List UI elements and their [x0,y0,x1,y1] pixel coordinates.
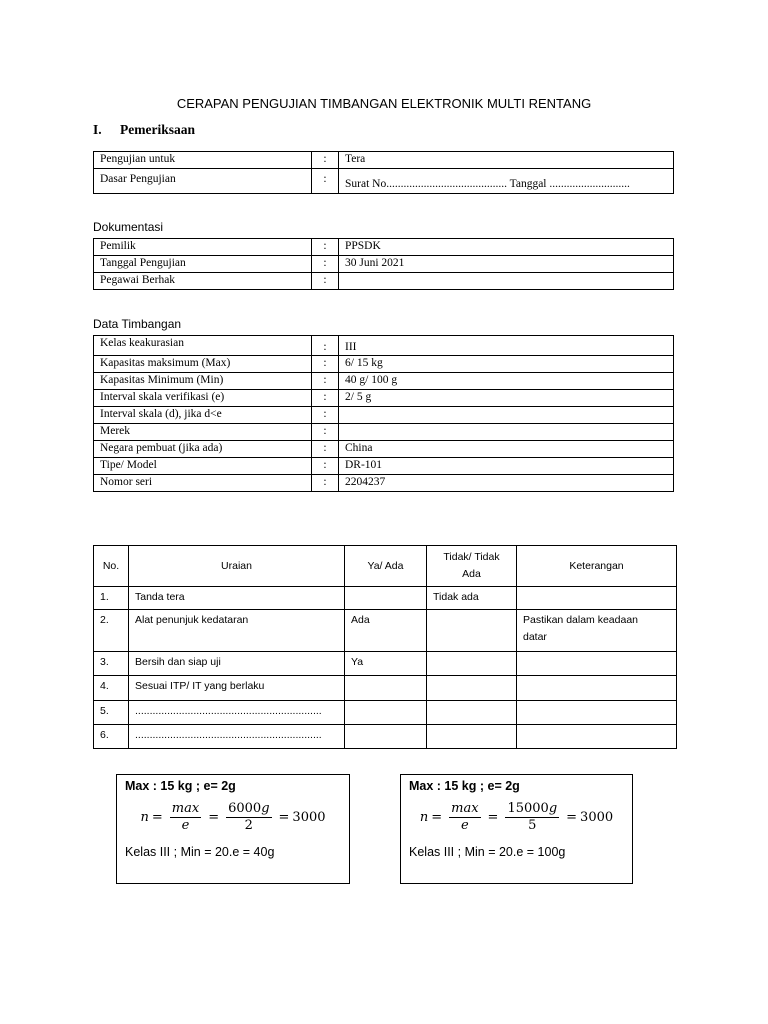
table-row [94,356,674,373]
formula-equals: = [487,810,499,825]
field-colon: : [312,390,339,407]
table-row [94,407,674,424]
cell-no: 3. [94,652,129,676]
fraction-values [505,801,559,834]
formula-result: 3000 [292,810,326,825]
frac-numerator: max [451,801,479,816]
formula-equals: = [151,810,163,825]
fraction-values [226,801,271,834]
cell-tidak: Tidak ada [427,587,517,610]
header-tidak-line2: Ada [462,568,481,580]
cell-no: 6. [94,725,129,749]
calc-box-2 [400,774,633,884]
cell-keterangan [517,676,677,701]
formula-n: n [140,810,149,825]
field-label: Interval skala verifikasi (e) [94,390,312,407]
field-label: Nomor seri [94,475,312,492]
data-timbangan-caption: Data Timbangan [93,317,182,331]
cell-no: 1. [94,587,129,610]
field-colon: : [312,336,339,356]
numerator-unit: g [548,801,558,816]
numerator-value: 15000 [507,801,549,816]
field-label: Interval skala (d), jika d<e [94,407,312,424]
numerator-value: 6000 [228,801,262,816]
fraction-max-e [449,801,480,834]
cell-ya: Ada [345,610,427,652]
frac-numerator [226,801,271,818]
table-row [94,701,677,725]
cell-uraian: ................................................................ [129,701,345,725]
field-colon: : [312,373,339,390]
cell-uraian: Tanda tera [129,587,345,610]
field-label: Tanggal Pengujian [94,256,312,273]
cell-ya: Ya [345,652,427,676]
table-row [94,458,674,475]
header-keterangan: Keterangan [517,546,677,587]
table-row [94,424,674,441]
header-tidak-ada [427,546,517,587]
cell-ya [345,725,427,749]
cell-ya [345,587,427,610]
cell-uraian: ................................................................ [129,725,345,749]
field-colon: : [312,239,339,256]
field-colon: : [312,475,339,492]
cell-tidak [427,610,517,652]
keterangan-line1: Pastikan dalam keadaan [523,614,638,626]
numerator-unit: g [261,801,270,816]
cell-no: 4. [94,676,129,701]
field-value [339,407,674,424]
keterangan-line2: datar [523,631,547,643]
field-colon: : [312,407,339,424]
formula-result: 3000 [580,810,614,825]
cell-keterangan [517,652,677,676]
cell-keterangan [517,701,677,725]
cell-keterangan [517,725,677,749]
frac-denominator: e [460,818,469,833]
field-value: Tera [339,152,674,169]
cell-ya [345,701,427,725]
table-row [94,336,674,356]
cell-ya [345,676,427,701]
section-heading [93,122,195,138]
field-colon: : [312,424,339,441]
calc-foot: Kelas III ; Min = 20.e = 40g [125,845,275,859]
field-label: Pemilik [94,239,312,256]
field-label: Pegawai Berhak [94,273,312,290]
formula-equals: = [566,810,578,825]
field-colon: : [312,273,339,290]
cell-keterangan [517,587,677,610]
table-row [94,256,674,273]
field-value: DR-101 [339,458,674,475]
cell-no: 2. [94,610,129,652]
field-value: 2204237 [339,475,674,492]
calc-box-1 [116,774,350,884]
dokumentasi-caption: Dokumentasi [93,220,164,234]
header-no: No. [94,546,129,587]
calc-head: Max : 15 kg ; e= 2g [409,779,520,793]
field-value: III [339,336,674,356]
field-label: Kelas keakurasian [94,336,312,356]
general-info-table [93,151,674,194]
cell-tidak [427,701,517,725]
table-row [94,390,674,407]
field-value: 40 g/ 100 g [339,373,674,390]
field-value [339,424,674,441]
cell-tidak [427,676,517,701]
calc-formula [401,801,632,834]
section-label: Pemeriksaan [120,122,195,137]
table-row [94,273,674,290]
cell-keterangan [517,610,677,652]
checklist-table [93,545,677,749]
field-colon: : [312,441,339,458]
calc-foot: Kelas III ; Min = 20.e = 100g [409,845,566,859]
field-value [339,273,674,290]
field-colon: : [312,152,339,169]
table-row [94,239,674,256]
field-label: Kapasitas maksimum (Max) [94,356,312,373]
table-row [94,610,677,652]
table-row [94,152,674,169]
formula-equals: = [278,810,290,825]
dokumentasi-table [93,238,674,290]
frac-numerator [505,801,559,818]
field-value: 6/ 15 kg [339,356,674,373]
calc-formula [117,801,349,834]
calc-head: Max : 15 kg ; e= 2g [125,779,236,793]
frac-numerator: max [171,801,200,816]
field-label: Dasar Pengujian [94,169,312,194]
field-colon: : [312,356,339,373]
frac-denominator: 5 [528,818,537,833]
header-uraian: Uraian [129,546,345,587]
cell-tidak [427,652,517,676]
table-row [94,373,674,390]
document-title: CERAPAN PENGUJIAN TIMBANGAN ELEKTRONIK MULTI RENTANG [176,96,592,111]
section-number: I. [93,122,102,137]
cell-uraian: Sesuai ITP/ IT yang berlaku [129,676,345,701]
formula-equals: = [208,810,220,825]
formula-equals: = [431,810,443,825]
field-label: Negara pembuat (jika ada) [94,441,312,458]
cell-no: 5. [94,701,129,725]
field-colon: : [312,169,339,194]
field-label: Kapasitas Minimum (Min) [94,373,312,390]
frac-denominator: e [181,818,190,833]
table-row [94,169,674,194]
header-tidak-line1: Tidak/ Tidak [443,551,500,563]
fraction-max-e [170,801,201,834]
table-row [94,441,674,458]
data-timbangan-table [93,335,674,492]
field-colon: : [312,256,339,273]
field-label: Tipe/ Model [94,458,312,475]
frac-denominator: 2 [244,818,253,833]
field-label: Pengujian untuk [94,152,312,169]
field-value: PPSDK [339,239,674,256]
cell-tidak [427,725,517,749]
table-row [94,725,677,749]
cell-uraian: Bersih dan siap uji [129,652,345,676]
field-value: 30 Juni 2021 [339,256,674,273]
field-label: Merek [94,424,312,441]
field-colon: : [312,458,339,475]
table-row [94,587,677,610]
table-row [94,475,674,492]
formula-n: n [419,810,429,825]
table-header-row [94,546,677,587]
field-value: China [339,441,674,458]
table-row [94,652,677,676]
field-value: 2/ 5 g [339,390,674,407]
header-ya-ada: Ya/ Ada [345,546,427,587]
table-row [94,676,677,701]
cell-uraian: Alat penunjuk kedataran [129,610,345,652]
field-value: Surat No.......................................... Tanggal ............................ [339,169,674,194]
